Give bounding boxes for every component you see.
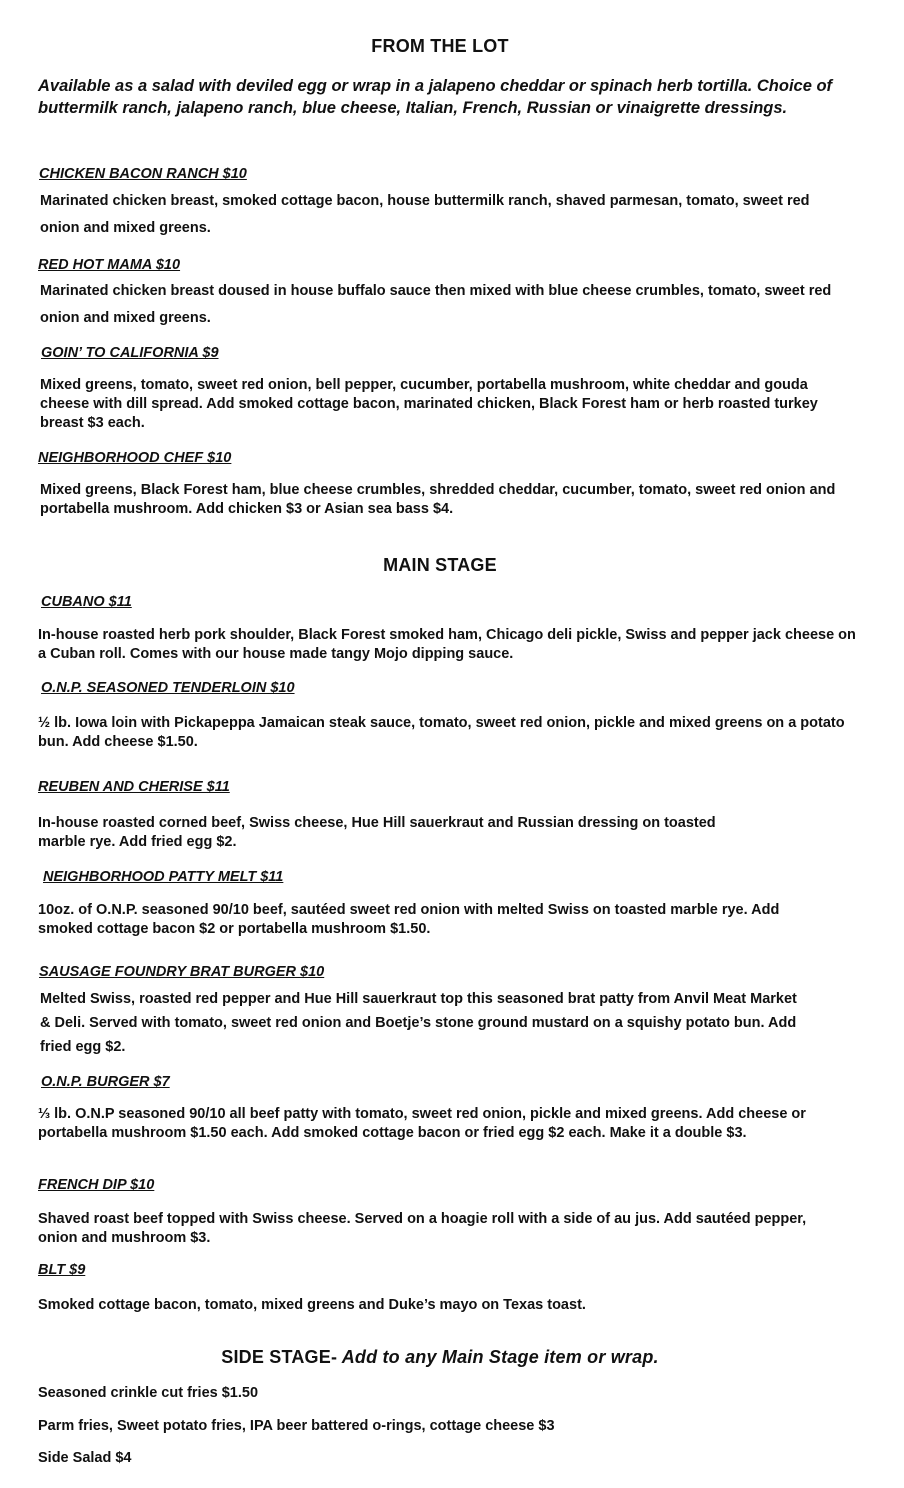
menu-item-description-red-hot-mama: Marinated chicken breast doused in house buffalo sauce then mixed with blue cheese crumbles, tomato, sweet red onion and mixed greens.: [40, 283, 832, 326]
menu-item-description-french-dip: Shaved roast beef topped with Swiss cheese. Served on a hoagie roll with a side of au jus. Add sautéed pepper, onion and mushroom $3.: [38, 1211, 807, 1246]
menu-item-description-onp-seasoned-tenderloin: ½ lb. Iowa loin with Pickapeppa Jamaican steak sauce, tomato, sweet red onion, pickle and mixed greens on a potato bun. Add cheese $1.50.: [38, 715, 845, 750]
menu-item-title-neighborhood-patty-melt: NEIGHBORHOOD PATTY MELT $11: [43, 869, 284, 885]
menu-item-title-reuben-and-cherise: REUBEN AND CHERISE $11: [38, 779, 230, 795]
side-stage-heading-title: SIDE STAGE-: [221, 1347, 338, 1367]
menu-item-description-blt: Smoked cottage bacon, tomato, mixed greens and Duke’s mayo on Texas toast.: [38, 1297, 586, 1313]
menu-item-description-sausage-foundry-brat-burger: Melted Swiss, roasted red pepper and Hue Hill sauerkraut top this seasoned brat patty from Anvil Meat Market & Deli. Served with tomato, sweet red onion and Boetje’s stone ground mustard on a squishy potato bun. Add fried egg $2.: [40, 991, 797, 1055]
menu-item-title-chicken-bacon-ranch: CHICKEN BACON RANCH $10: [39, 166, 247, 182]
side-item-crinkle-fries: Seasoned crinkle cut fries $1.50: [38, 1385, 259, 1401]
side-item-side-salad: Side Salad $4: [38, 1450, 132, 1466]
menu-item-description-reuben-and-cherise: In-house roasted corned beef, Swiss cheese, Hue Hill sauerkraut and Russian dressing on toasted marble rye. Add fried egg $2.: [38, 815, 716, 850]
menu-item-description-chicken-bacon-ranch: Marinated chicken breast, smoked cottage bacon, house buttermilk ranch, shaved parmesan, tomato, sweet red onion and mixed greens.: [40, 193, 810, 236]
menu-item-description-neighborhood-chef: Mixed greens, Black Forest ham, blue cheese crumbles, shredded cheddar, cucumber, tomato, sweet red onion and portabella mushroom. Add chicken $3 or Asian sea bass $4.: [40, 482, 836, 517]
menu-item-title-cubano: CUBANO $11: [41, 594, 132, 610]
menu-item-title-goin-to-california: GOIN’ TO CALIFORNIA $9: [41, 345, 219, 361]
from-the-lot-heading: FROM THE LOT: [371, 36, 509, 56]
menu-item-title-onp-burger: O.N.P. BURGER $7: [41, 1074, 170, 1090]
from-the-lot-intro: Available as a salad with deviled egg or wrap in a jalapeno cheddar or spinach herb tortilla. Choice of buttermilk ranch, jalapeno ranch, blue cheese, Italian, French, Russian or vinaigrette dressings.: [38, 77, 833, 117]
main-stage-heading: MAIN STAGE: [383, 555, 497, 575]
menu-item-title-blt: BLT $9: [38, 1262, 86, 1278]
side-stage-heading: [0, 1347, 880, 1368]
menu-item-title-red-hot-mama: RED HOT MAMA $10: [38, 257, 181, 273]
side-item-specialty-sides: Parm fries, Sweet potato fries, IPA beer battered o-rings, cottage cheese $3: [38, 1418, 555, 1434]
menu-item-description-onp-burger: ⅓ lb. O.N.P seasoned 90/10 all beef patty with tomato, sweet red onion, pickle and mixed greens. Add cheese or portabella mushroom $1.50 each. Add smoked cottage bacon or fried egg $2 each. Make it a double $3.: [38, 1106, 806, 1141]
menu-item-description-neighborhood-patty-melt: 10oz. of O.N.P. seasoned 90/10 beef, sautéed sweet red onion with melted Swiss on toasted marble rye. Add smoked cottage bacon $2 or portabella mushroom $1.50.: [38, 902, 780, 937]
menu-item-title-neighborhood-chef: NEIGHBORHOOD CHEF $10: [38, 450, 232, 466]
side-stage-heading-note: Add to any Main Stage item or wrap.: [337, 1347, 659, 1367]
menu-item-description-goin-to-california: Mixed greens, tomato, sweet red onion, bell pepper, cucumber, portabella mushroom, white cheddar and gouda cheese with dill spread. Add smoked cottage bacon, marinated chicken, Black Forest ham or herb roasted turkey breast $3 each.: [40, 377, 818, 431]
menu-item-title-french-dip: FRENCH DIP $10: [38, 1177, 155, 1193]
menu-item-title-sausage-foundry-brat-burger: SAUSAGE FOUNDRY BRAT BURGER $10: [39, 964, 325, 980]
menu-item-title-onp-seasoned-tenderloin: O.N.P. SEASONED TENDERLOIN $10: [41, 680, 295, 696]
menu-item-description-cubano: In-house roasted herb pork shoulder, Black Forest smoked ham, Chicago deli pickle, Swiss and pepper jack cheese on a Cuban roll. Comes with our house made tangy Mojo dipping sauce.: [38, 627, 856, 662]
